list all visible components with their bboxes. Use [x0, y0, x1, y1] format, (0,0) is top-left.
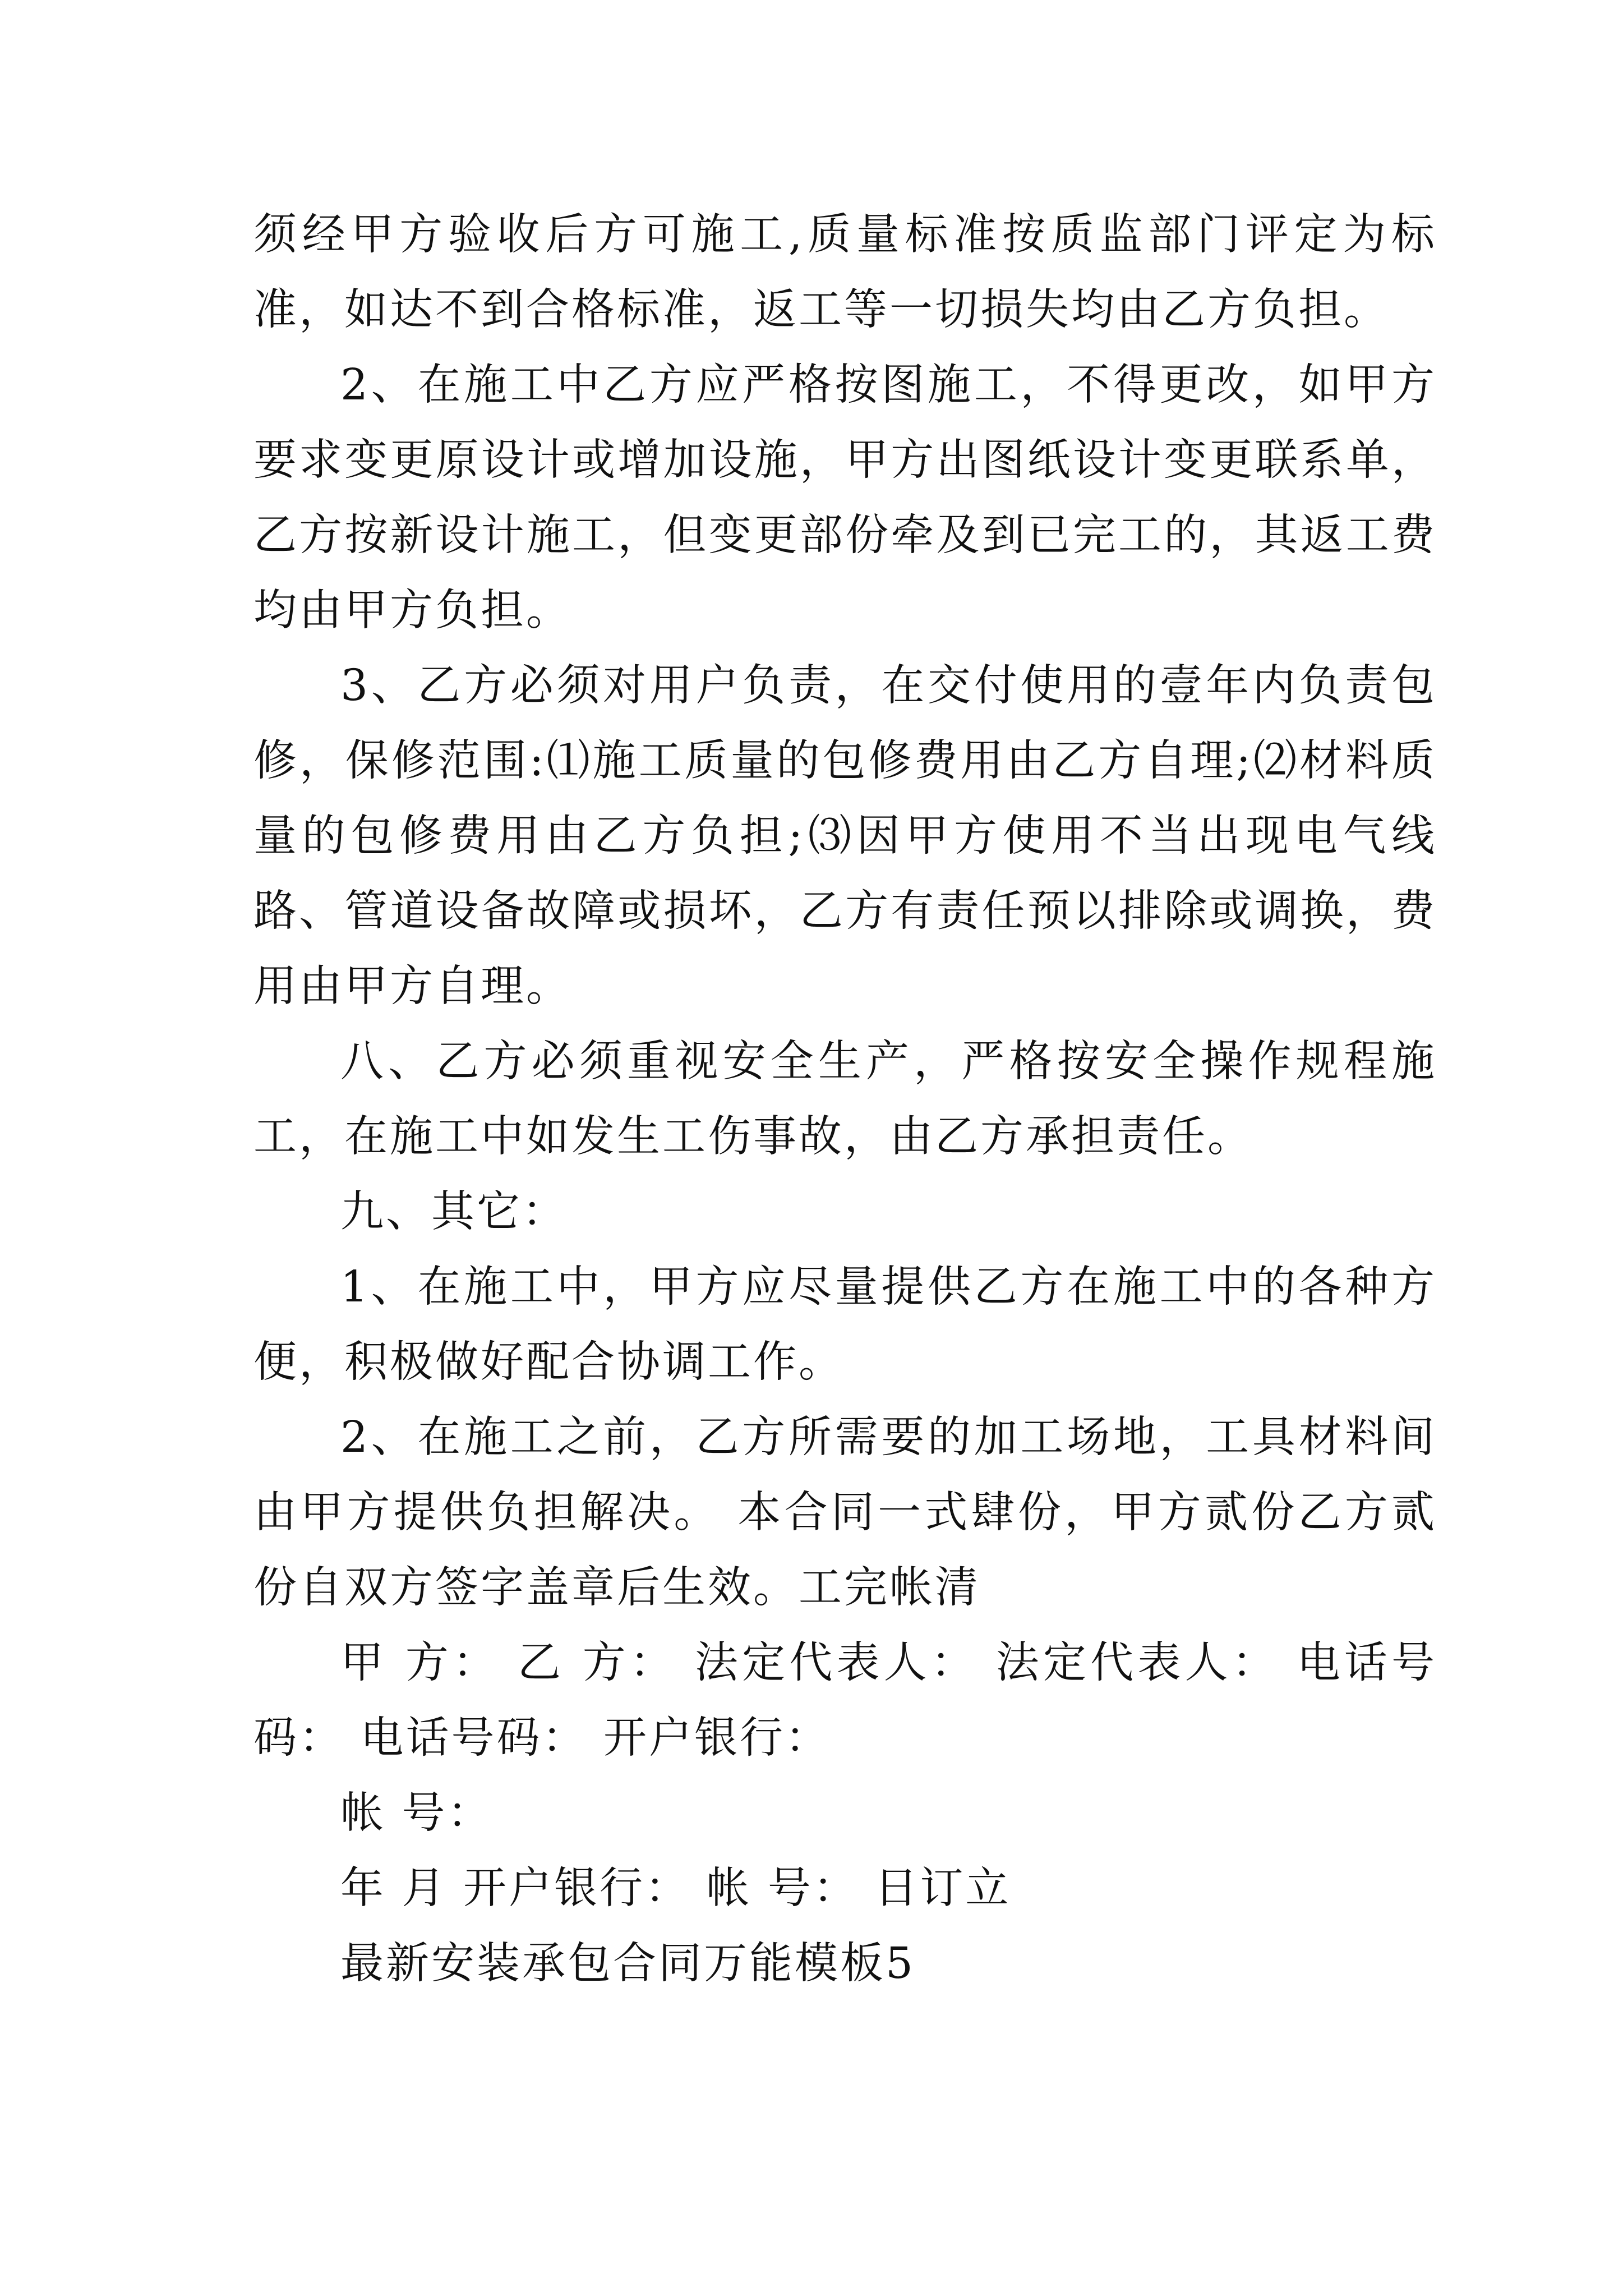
paragraph-next-template-title: 最新安装承包合同万能模板5: [340, 1939, 915, 1989]
paragraph-other-1-convenience: 1、在施工中，甲方应尽量提供乙方在施工中的各种方便，积极做好配合协调工作。: [253, 1262, 1437, 1387]
paragraph-date-line: 年 月 开户银行： 帐 号： 日订立: [340, 1864, 1011, 1913]
paragraph-signature-fields: 甲 方： 乙 方： 法定代表人： 法定代表人： 电话号码： 电话号码： 开户银行：: [253, 1638, 1437, 1763]
paragraph-acceptance-standard: 须经甲方验收后方可施工,质量标准按质监部门评定为标准，如达不到合格标准，返工等一切损失均由乙方负担。: [253, 210, 1437, 335]
paragraph-account-number: 帐 号：: [340, 1788, 493, 1838]
paragraph-section-9-heading: 九、其它：: [340, 1187, 568, 1237]
paragraph-section-8-safety: 八、乙方必须重视安全生产，严格按安全操作规程施工，在施工中如发生工伤事故，由乙方承担责任。: [253, 1037, 1437, 1162]
document-body: [253, 197, 1437, 2001]
paragraph-clause-2-design-change: 2、在施工中乙方应严格按图施工，不得更改，如甲方要求变更原设计或增加设施，甲方出图纸设计变更联系单，乙方按新设计施工，但变更部份牵及到已完工的，其返工费均由甲方负担。: [253, 360, 1437, 636]
paragraph-clause-3-warranty: 3、乙方必须对用户负责，在交付使用的壹年内负责包修，保修范围:⑴施工质量的包修费用由乙方自理;⑵材料质量的包修费用由乙方负担;⑶因甲方使用不当出现电气线路、管道设备故障或损坏，乙方有责任预以排除或调换，费用由甲方自理。: [253, 661, 1437, 1011]
paragraph-other-2-site: 2、在施工之前，乙方所需要的加工场地，工具材料间由甲方提供负担解决。 本合同一式肆份，甲方贰份乙方贰份自双方签字盖章后生效。工完帐清: [253, 1412, 1437, 1613]
